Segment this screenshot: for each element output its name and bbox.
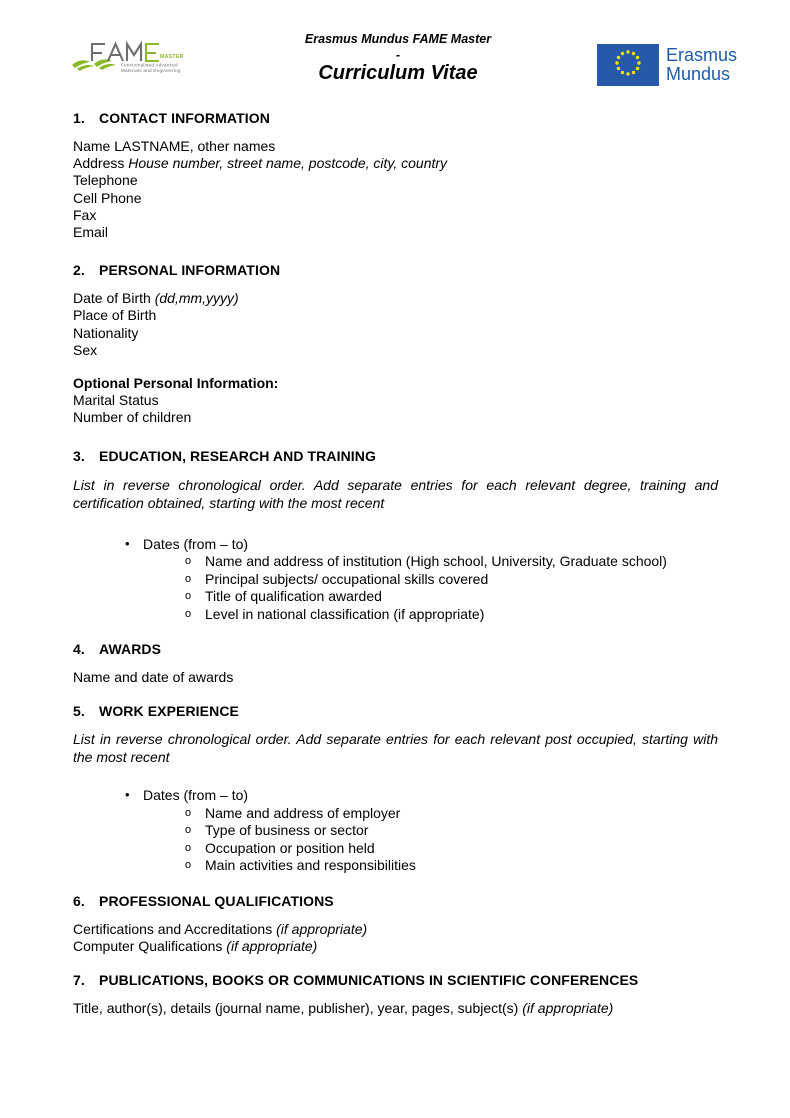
section-title: PERSONAL INFORMATION xyxy=(99,262,281,279)
circle-bullet-icon: o xyxy=(185,806,192,819)
erasmus-mundus-logo xyxy=(597,44,737,86)
contact-line-cell-phone: Cell Phone xyxy=(73,189,142,206)
education-dates-label: Dates (from – to) xyxy=(143,535,249,552)
cv-content xyxy=(73,110,718,1017)
personal-line-nationality: Nationality xyxy=(73,324,139,341)
certifications-hint: (if appropriate) xyxy=(276,920,368,937)
section-number: 1. xyxy=(73,110,85,126)
contact-line-telephone: Telephone xyxy=(73,172,138,189)
personal-line-number-of-children: Number of children xyxy=(73,409,192,426)
education-sub-item-level: Level in national classification (if appropriate) xyxy=(205,605,485,622)
contact-line-email: Email xyxy=(73,224,109,241)
circle-bullet-icon: o xyxy=(185,859,192,872)
work-sub-item-occupation: Occupation or position held xyxy=(205,839,375,856)
title-separator-dash: - xyxy=(395,47,401,62)
section-title: CONTACT INFORMATION xyxy=(99,110,270,126)
fame-tagline-line1: Functionalised Advanced xyxy=(121,62,178,68)
section-number: 2. xyxy=(73,262,85,279)
section-heading-work-experience xyxy=(73,703,718,719)
qualifications-line-computer xyxy=(73,938,718,955)
date-of-birth-label: Date of Birth xyxy=(73,290,155,307)
section-heading-contact-information xyxy=(73,110,718,126)
eu-flag-icon xyxy=(597,44,659,86)
fame-logo xyxy=(72,36,204,76)
erasmus-mundus-wordmark xyxy=(666,46,737,84)
section-number: 5. xyxy=(73,703,85,720)
section-number: 3. xyxy=(73,447,85,464)
publications-line xyxy=(73,1000,718,1017)
publications-label: Title, author(s), details (journal name, publisher), year, pages, subject(s) xyxy=(73,1000,523,1017)
list-item xyxy=(143,857,718,875)
list-item xyxy=(143,840,718,858)
certifications-label: Certifications and Accreditations xyxy=(73,920,277,937)
circle-bullet-icon: o xyxy=(185,841,192,854)
education-sub-item-qualification: Title of qualification awarded xyxy=(205,588,382,605)
contact-line-address xyxy=(73,155,718,172)
list-item xyxy=(143,571,718,589)
work-experience-dates-list xyxy=(73,787,718,875)
work-sub-item-business-type: Type of business or sector xyxy=(205,822,369,839)
document-title-block xyxy=(218,33,578,83)
date-of-birth-hint: (dd,mm,yyyy) xyxy=(154,290,239,307)
circle-bullet-icon: o xyxy=(185,824,192,837)
circle-bullet-icon: o xyxy=(185,607,192,620)
computer-qualifications-label: Computer Qualifications xyxy=(73,938,227,955)
section-heading-education-research-training xyxy=(73,448,718,464)
contact-address-hint: House number, street name, postcode, city, country xyxy=(128,155,448,172)
list-item xyxy=(143,805,718,823)
contact-line-fax: Fax xyxy=(73,206,97,223)
list-item xyxy=(143,822,718,840)
work-dates-label: Dates (from – to) xyxy=(143,787,249,804)
section-heading-personal-information xyxy=(73,262,718,278)
list-item xyxy=(73,787,718,875)
section-number: 4. xyxy=(73,641,85,658)
computer-qualifications-hint: (if appropriate) xyxy=(226,938,318,955)
programme-title: Erasmus Mundus FAME Master xyxy=(304,32,492,46)
work-sub-item-activities: Main activities and responsibilities xyxy=(205,857,416,874)
work-experience-intro-text: List in reverse chronological order. Add separate entries for each relevant post occupied, starting with the most recent xyxy=(73,731,718,766)
bullet-icon: • xyxy=(125,787,130,803)
list-item xyxy=(73,536,718,624)
section-title: PUBLICATIONS, BOOKS OR COMMUNICATIONS IN SCIENTIFIC CONFERENCES xyxy=(99,972,639,989)
section-heading-publications xyxy=(73,972,718,988)
work-sub-item-employer: Name and address of employer xyxy=(205,804,401,821)
fame-tagline-line2: Materials and Engineering xyxy=(121,68,181,73)
section-heading-professional-qualifications xyxy=(73,893,718,909)
list-item xyxy=(143,606,718,624)
circle-bullet-icon: o xyxy=(185,572,192,585)
personal-line-place-of-birth: Place of Birth xyxy=(73,307,157,324)
section-title: EDUCATION, RESEARCH AND TRAINING xyxy=(99,447,376,464)
education-intro-text: List in reverse chronological order. Add separate entries for each relevant degree, training and certification obtained, starting with the most recent xyxy=(73,476,718,511)
contact-address-label: Address xyxy=(73,155,129,172)
optional-personal-information-heading: Optional Personal Information: xyxy=(73,375,279,392)
fame-wordmark xyxy=(92,44,159,61)
awards-line: Name and date of awards xyxy=(73,669,234,686)
section-title: PROFESSIONAL QUALIFICATIONS xyxy=(99,892,334,909)
fame-logo-graphic xyxy=(72,36,204,76)
erasmus-word: Erasmus xyxy=(666,45,738,65)
personal-line-marital-status: Marital Status xyxy=(73,392,159,409)
leaf-decoration-icon xyxy=(72,59,116,71)
contact-line-name: Name LASTNAME, other names xyxy=(73,138,276,154)
document-header xyxy=(0,0,790,100)
list-item xyxy=(143,553,718,571)
work-experience-sub-list xyxy=(143,805,718,875)
education-sub-item-subjects: Principal subjects/ occupational skills covered xyxy=(205,570,489,587)
circle-bullet-icon: o xyxy=(185,590,192,603)
section-title: WORK EXPERIENCE xyxy=(99,703,239,720)
education-sub-list xyxy=(143,553,718,623)
bullet-icon: • xyxy=(125,535,130,551)
list-item xyxy=(143,588,718,606)
section-title: AWARDS xyxy=(99,641,162,658)
personal-line-date-of-birth xyxy=(73,290,718,307)
section-heading-awards xyxy=(73,641,718,657)
education-sub-item-institution: Name and address of institution (High school, University, Graduate school) xyxy=(205,553,667,570)
mundus-word: Mundus xyxy=(666,64,731,84)
personal-line-sex: Sex xyxy=(73,341,98,358)
education-dates-list xyxy=(73,536,718,624)
circle-bullet-icon: o xyxy=(185,555,192,568)
section-number: 6. xyxy=(73,892,85,909)
publications-hint: (if appropriate) xyxy=(522,1000,614,1017)
fame-master-tag: MASTER xyxy=(160,54,184,60)
page-title: Curriculum Vitae xyxy=(318,62,478,84)
qualifications-line-certifications xyxy=(73,921,718,938)
section-number: 7. xyxy=(73,972,85,989)
